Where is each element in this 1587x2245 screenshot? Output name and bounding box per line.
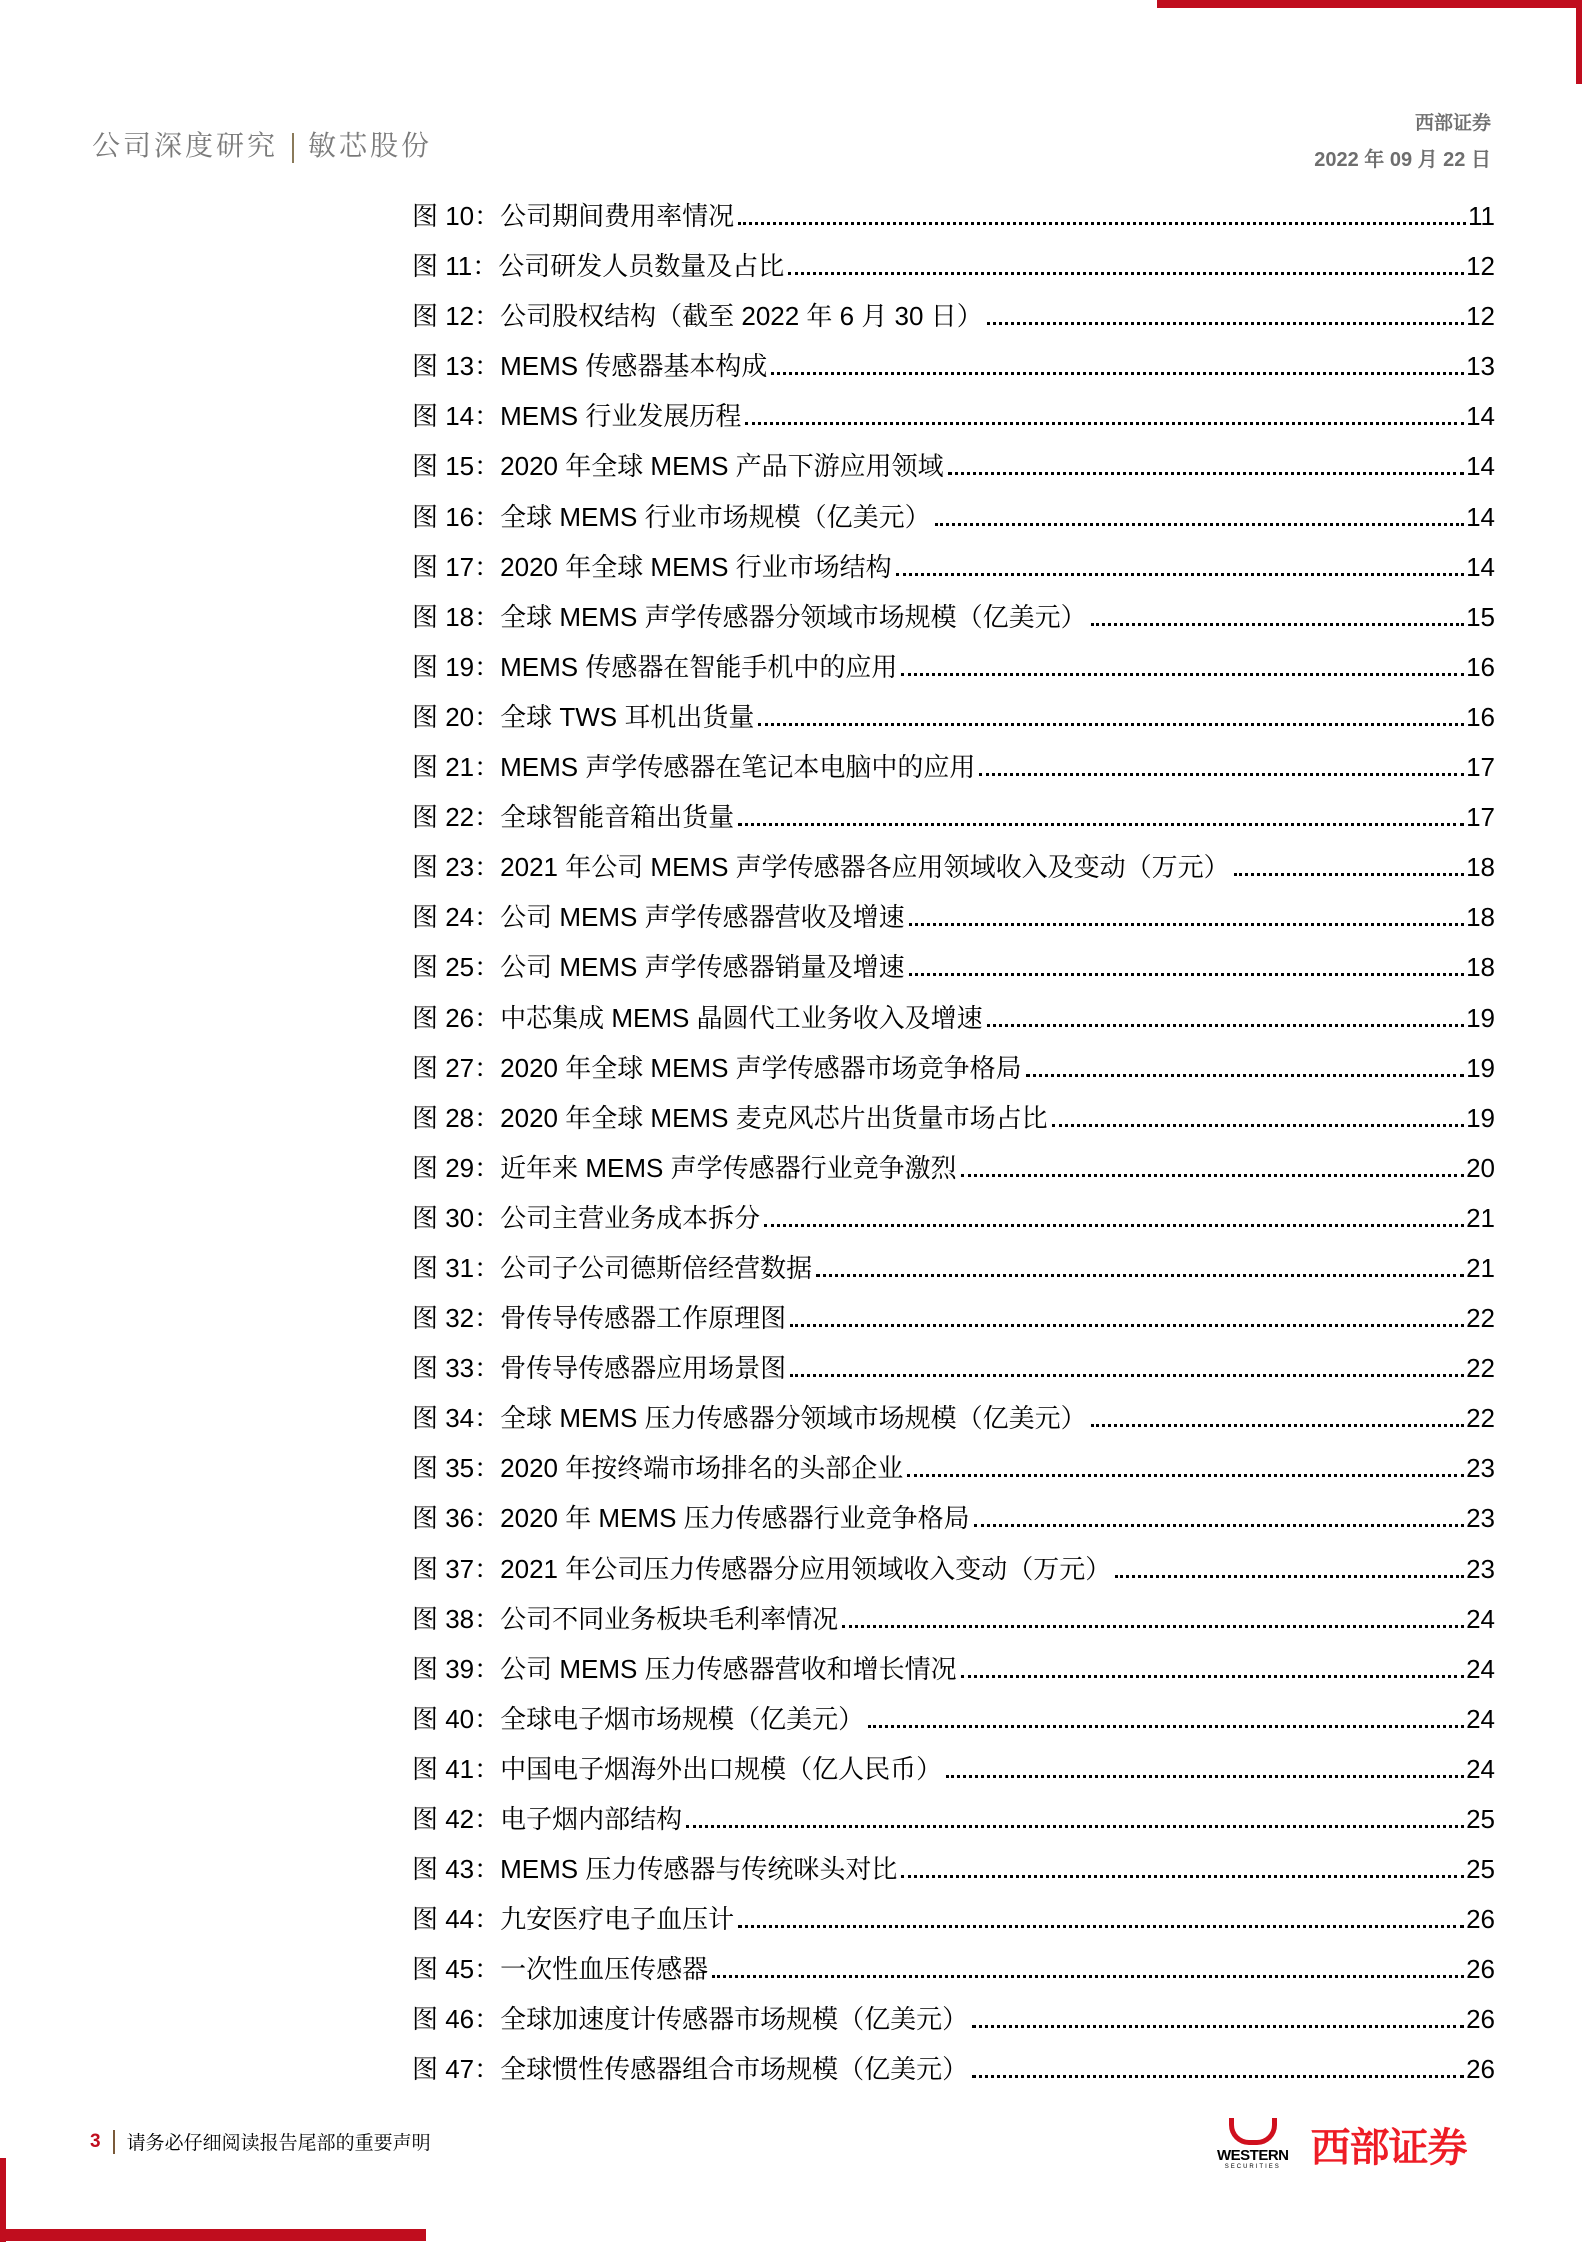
dot-leader	[901, 673, 1464, 676]
toc-entry-label: 图 36：2020 年 MEMS 压力传感器行业竞争格局	[412, 1503, 970, 1534]
toc-entry[interactable]	[412, 797, 1495, 847]
toc-entry-label: 图 37：2021 年公司压力传感器分应用领域收入变动（万元）	[412, 1553, 1112, 1584]
toc-entry-page: 26	[1466, 2004, 1495, 2035]
toc-entry-page: 24	[1466, 1753, 1495, 1784]
header-meta	[1314, 108, 1491, 172]
corner-decoration-top-vertical	[1576, 0, 1582, 84]
toc-entry-page: 14	[1466, 401, 1495, 432]
dot-leader	[788, 272, 1464, 275]
dot-leader	[907, 1474, 1464, 1477]
toc-entry[interactable]	[412, 1599, 1495, 1649]
footer-divider	[113, 2130, 115, 2154]
dot-leader	[987, 322, 1464, 325]
toc-entry-label: 图 32：骨传导传感器工作原理图	[412, 1303, 787, 1334]
toc-entry-label: 图 10：公司期间费用率情况	[412, 201, 735, 231]
toc-entry[interactable]	[412, 1398, 1495, 1448]
toc-entry-page: 23	[1466, 1553, 1495, 1584]
dot-leader	[1091, 623, 1464, 626]
toc-entry[interactable]	[412, 998, 1495, 1048]
toc-entry-page: 19	[1466, 1102, 1495, 1133]
toc-entry[interactable]	[412, 1699, 1495, 1749]
toc-entry-page: 22	[1466, 1403, 1495, 1434]
toc-entry-page: 15	[1466, 601, 1495, 632]
toc-entry[interactable]	[412, 747, 1495, 797]
logo-en-text: WESTERN	[1217, 2147, 1289, 2164]
toc-entry-page: 22	[1466, 1353, 1495, 1384]
toc-entry-label: 图 29：近年来 MEMS 声学传感器行业竞争激烈	[412, 1152, 957, 1183]
dot-leader	[790, 1374, 1464, 1377]
toc-entry-page: 25	[1466, 1804, 1495, 1834]
footer	[90, 2128, 431, 2155]
dot-leader	[764, 1224, 1464, 1227]
toc-entry[interactable]	[412, 1949, 1495, 1999]
toc-entry[interactable]	[412, 1799, 1495, 1849]
toc-entry-label: 图 34：全球 MEMS 压力传感器分领域市场规模（亿美元）	[412, 1403, 1087, 1434]
toc-entry-label: 图 27：2020 年全球 MEMS 声学传感器市场竞争格局	[412, 1052, 1022, 1083]
toc-entry-page: 24	[1466, 1603, 1495, 1634]
toc-entry-page: 14	[1466, 551, 1495, 582]
toc-entry-page: 17	[1466, 752, 1495, 783]
dot-leader	[738, 1925, 1464, 1928]
toc-entry-page: 17	[1466, 802, 1495, 833]
toc-entry[interactable]	[412, 1999, 1495, 2049]
dot-leader	[979, 773, 1464, 776]
dot-leader	[868, 1725, 1464, 1728]
toc-entry[interactable]	[412, 897, 1495, 947]
header-divider	[292, 133, 294, 163]
toc-entry-label: 图 30：公司主营业务成本拆分	[412, 1202, 761, 1233]
toc-entry-label: 图 20：全球 TWS 耳机出货量	[412, 701, 755, 732]
company-name: 敏芯股份	[308, 129, 433, 162]
toc-entry-label: 图 42：电子烟内部结构	[412, 1804, 683, 1834]
dot-leader	[961, 1174, 1464, 1177]
dot-leader	[901, 1875, 1464, 1878]
dot-leader	[948, 472, 1464, 475]
western-securities-logo	[1217, 2118, 1467, 2170]
header-title	[92, 124, 432, 164]
toc-entry-label: 图 26：中芯集成 MEMS 晶圆代工业务收入及增速	[412, 1002, 983, 1033]
dot-leader	[842, 1625, 1464, 1628]
toc-entry-label: 图 35：2020 年按终端市场排名的头部企业	[412, 1453, 904, 1484]
toc-entry-label: 图 14：MEMS 行业发展历程	[412, 401, 742, 432]
dot-leader	[1115, 1575, 1464, 1578]
toc-entry[interactable]	[412, 1048, 1495, 1098]
logo-english	[1217, 2118, 1289, 2170]
toc-entry-label: 图 16：全球 MEMS 行业市场规模（亿美元）	[412, 501, 931, 532]
toc-entry[interactable]	[412, 1198, 1495, 1248]
toc-entry[interactable]	[412, 1298, 1495, 1348]
toc-entry[interactable]	[412, 1448, 1495, 1498]
toc-entry-label: 图 47：全球惯性传感器组合市场规模（亿美元）	[412, 2054, 969, 2085]
dot-leader	[961, 1675, 1464, 1678]
toc-entry-page: 18	[1466, 952, 1495, 983]
toc-entry-page: 21	[1466, 1202, 1495, 1233]
toc-entry-page: 12	[1466, 301, 1495, 332]
toc-entry-label: 图 45：一次性血压传感器	[412, 1954, 709, 1985]
figure-table-of-contents	[412, 196, 1495, 2100]
toc-entry-page: 11	[1468, 201, 1495, 231]
toc-entry-page: 20	[1466, 1152, 1495, 1183]
dot-leader	[987, 1024, 1464, 1027]
dot-leader	[935, 523, 1464, 526]
dot-leader	[686, 1825, 1464, 1828]
toc-entry[interactable]	[412, 346, 1495, 396]
toc-entry-page: 23	[1466, 1503, 1495, 1534]
toc-entry[interactable]	[412, 1749, 1495, 1799]
toc-entry-label: 图 31：公司子公司德斯倍经营数据	[412, 1252, 813, 1283]
toc-entry[interactable]	[412, 296, 1495, 346]
toc-entry-page: 16	[1466, 651, 1495, 682]
corner-decoration-bottom	[0, 2229, 426, 2241]
dot-leader	[1234, 873, 1464, 876]
toc-entry-label: 图 39：公司 MEMS 压力传感器营收和增长情况	[412, 1653, 957, 1684]
toc-entry-page: 14	[1466, 451, 1495, 482]
toc-entry[interactable]	[412, 1498, 1495, 1548]
toc-entry-page: 26	[1466, 1954, 1495, 1985]
report-date: 2022 年 09 月 22 日	[1314, 149, 1491, 171]
toc-entry-page: 26	[1466, 2054, 1495, 2085]
toc-entry[interactable]	[412, 1248, 1495, 1298]
toc-entry[interactable]	[412, 497, 1495, 547]
toc-entry-page: 24	[1466, 1703, 1495, 1734]
dot-leader	[909, 923, 1464, 926]
logo-cn-text: 西部证券	[1310, 2125, 1467, 2171]
toc-entry[interactable]	[412, 196, 1495, 246]
dot-leader	[972, 2075, 1464, 2078]
toc-entry-page: 24	[1466, 1653, 1495, 1684]
toc-entry-label: 图 44：九安医疗电子血压计	[412, 1904, 735, 1935]
toc-entry[interactable]	[412, 547, 1495, 597]
firm-name: 西部证券	[1414, 112, 1491, 134]
toc-entry-label: 图 43：MEMS 压力传感器与传统咪头对比	[412, 1854, 898, 1885]
dot-leader	[738, 823, 1464, 826]
toc-entry-label: 图 15：2020 年全球 MEMS 产品下游应用领域	[412, 451, 944, 482]
dot-leader	[972, 2025, 1464, 2028]
logo-en-sub: SECURITIES	[1224, 2164, 1281, 2170]
toc-entry-label: 图 40：全球电子烟市场规模（亿美元）	[412, 1703, 865, 1734]
toc-entry-page: 22	[1466, 1303, 1495, 1334]
toc-entry-label: 图 17：2020 年全球 MEMS 行业市场结构	[412, 551, 892, 582]
dot-leader	[1091, 1424, 1464, 1427]
toc-entry-label: 图 33：骨传导传感器应用场景图	[412, 1353, 787, 1384]
toc-entry[interactable]	[412, 1148, 1495, 1198]
toc-entry-label: 图 24：公司 MEMS 声学传感器营收及增速	[412, 902, 905, 933]
dot-leader	[758, 723, 1464, 726]
toc-entry-page: 19	[1466, 1002, 1495, 1033]
dot-leader	[974, 1524, 1464, 1527]
toc-entry-label: 图 23：2021 年公司 MEMS 声学传感器各应用领域收入及变动（万元）	[412, 852, 1230, 883]
report-type: 公司深度研究	[92, 129, 279, 162]
toc-entry[interactable]	[412, 2049, 1495, 2099]
toc-entry[interactable]	[412, 697, 1495, 747]
dot-leader	[745, 422, 1464, 425]
dot-leader	[909, 973, 1464, 976]
toc-entry-page: 25	[1466, 1854, 1495, 1885]
dot-leader	[738, 222, 1466, 225]
toc-entry[interactable]	[412, 1348, 1495, 1398]
toc-entry-label: 图 38：公司不同业务板块毛利率情况	[412, 1603, 839, 1634]
toc-entry-label: 图 21：MEMS 声学传感器在笔记本电脑中的应用	[412, 752, 976, 783]
toc-entry[interactable]	[412, 1549, 1495, 1599]
dot-leader	[816, 1274, 1464, 1277]
toc-entry[interactable]	[412, 597, 1495, 647]
toc-entry-page: 14	[1466, 501, 1495, 532]
toc-entry[interactable]	[412, 1899, 1495, 1949]
toc-entry-label: 图 13：MEMS 传感器基本构成	[412, 351, 768, 382]
toc-entry-page: 18	[1466, 902, 1495, 933]
toc-entry[interactable]	[412, 1849, 1495, 1899]
disclaimer: 请务必仔细阅读报告尾部的重要声明	[126, 2132, 431, 2154]
dot-leader	[1026, 1074, 1464, 1077]
toc-entry[interactable]	[412, 446, 1495, 496]
dot-leader	[712, 1975, 1464, 1978]
toc-entry-label: 图 41：中国电子烟海外出口规模（亿人民币）	[412, 1753, 943, 1784]
bull-icon	[1229, 2118, 1277, 2145]
dot-leader	[790, 1324, 1464, 1327]
toc-entry-label: 图 12：公司股权结构（截至 2022 年 6 月 30 日）	[412, 301, 983, 332]
dot-leader	[771, 372, 1464, 375]
toc-entry[interactable]	[412, 647, 1495, 697]
toc-entry-page: 18	[1466, 852, 1495, 883]
toc-entry[interactable]	[412, 947, 1495, 997]
toc-entry-page: 16	[1466, 701, 1495, 732]
toc-entry-label: 图 25：公司 MEMS 声学传感器销量及增速	[412, 952, 905, 983]
toc-entry-page: 12	[1466, 251, 1495, 282]
toc-entry[interactable]	[412, 1098, 1495, 1148]
toc-entry-page: 19	[1466, 1052, 1495, 1083]
corner-decoration-top	[1157, 0, 1582, 8]
toc-entry[interactable]	[412, 847, 1495, 897]
page-number: 3	[90, 2130, 101, 2152]
toc-entry[interactable]	[412, 246, 1495, 296]
toc-entry-page: 23	[1466, 1453, 1495, 1484]
toc-entry-page: 21	[1466, 1252, 1495, 1283]
toc-entry[interactable]	[412, 1649, 1495, 1699]
toc-entry-label: 图 11：公司研发人员数量及占比	[412, 251, 785, 282]
toc-entry-page: 26	[1466, 1904, 1495, 1935]
toc-entry-label: 图 19：MEMS 传感器在智能手机中的应用	[412, 651, 898, 682]
dot-leader	[1052, 1124, 1464, 1127]
toc-entry-label: 图 18：全球 MEMS 声学传感器分领域市场规模（亿美元）	[412, 601, 1087, 632]
dot-leader	[896, 573, 1464, 576]
toc-entry-page: 13	[1466, 351, 1495, 382]
toc-entry-label: 图 28：2020 年全球 MEMS 麦克风芯片出货量市场占比	[412, 1102, 1048, 1133]
toc-entry-label: 图 46：全球加速度计传感器市场规模（亿美元）	[412, 2004, 969, 2035]
dot-leader	[946, 1775, 1464, 1778]
toc-entry[interactable]	[412, 396, 1495, 446]
toc-entry-label: 图 22：全球智能音箱出货量	[412, 802, 735, 833]
